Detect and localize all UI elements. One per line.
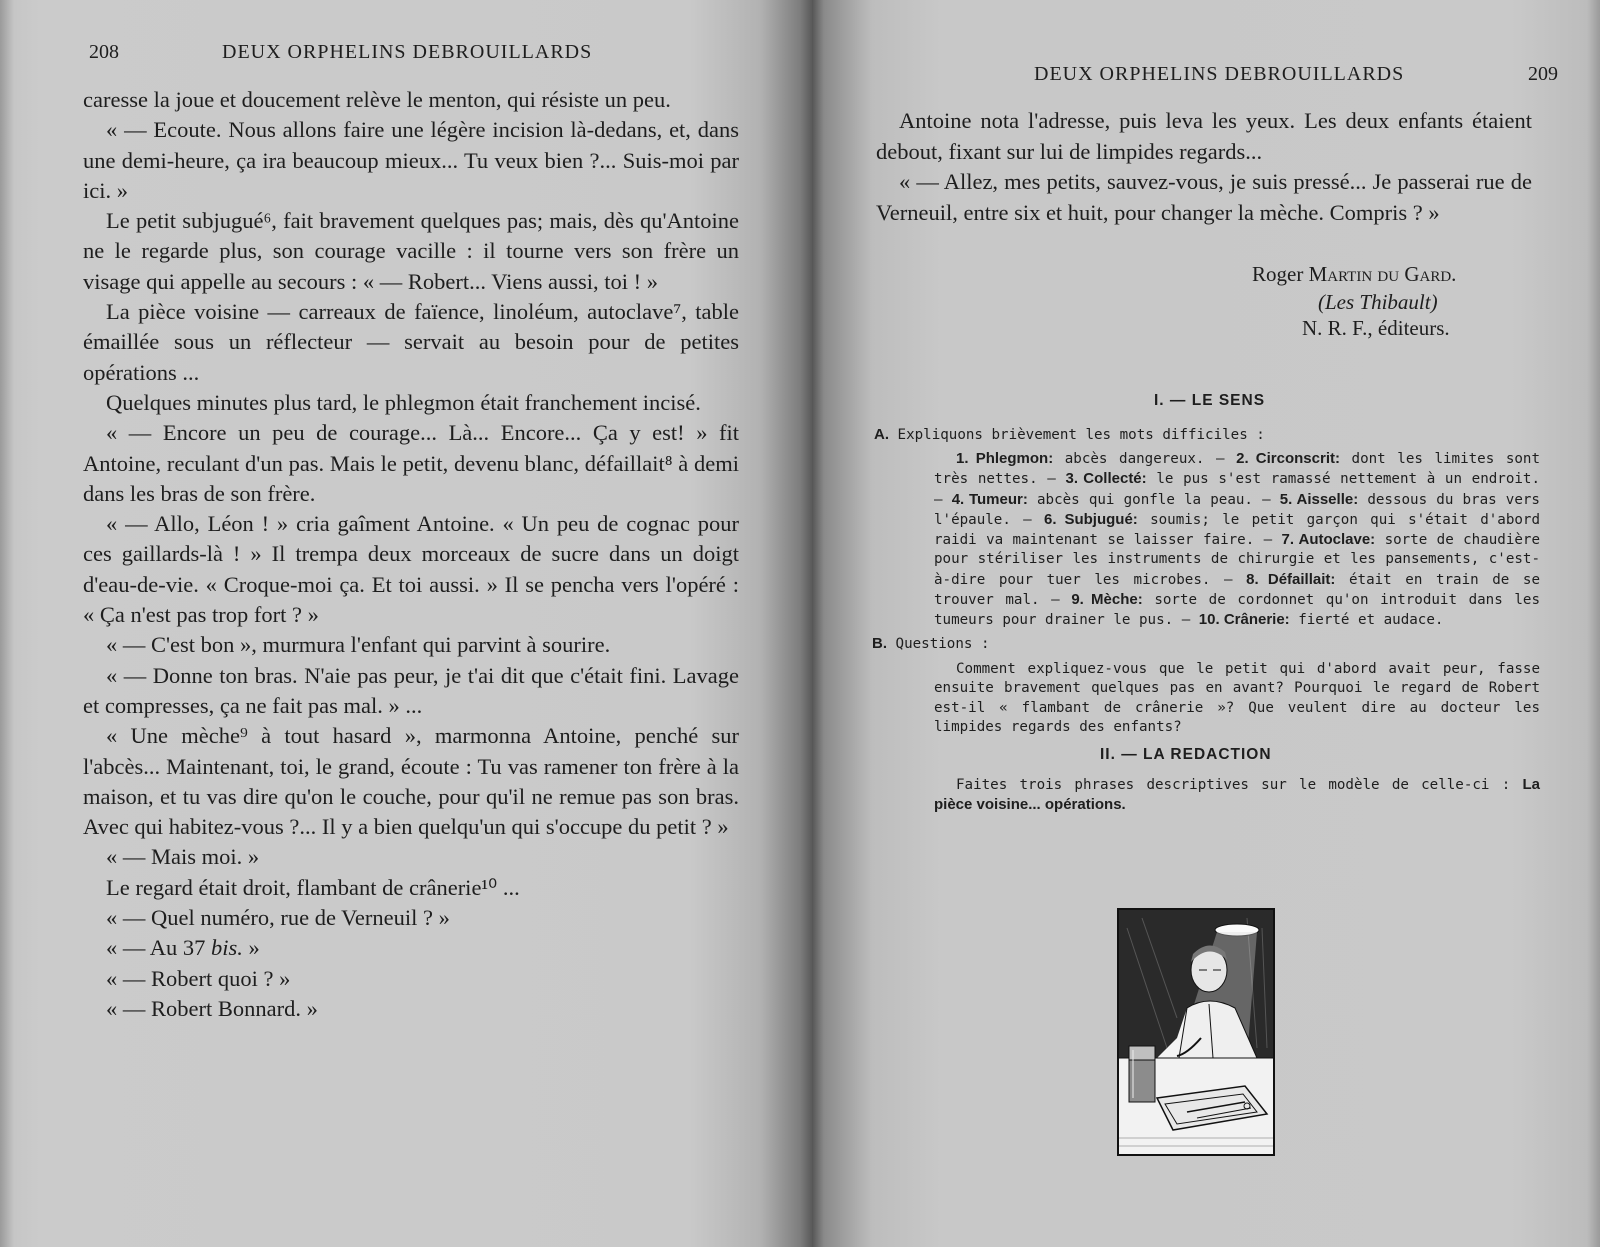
paragraph: « — Ecoute. Nous allons faire une légère incision là-dedans, et, dans une demi-heure, ça ira beaucoup mieux... Tu veux bien ?... Suis-moi par ici. » [83,117,739,203]
paragraph: Antoine nota l'adresse, puis leva les yeux. Les deux enfants étaient debout, fixant sur lui de limpides regards... [876,108,1532,164]
paragraph: « — Quel numéro, rue de Verneuil ? » [106,905,450,931]
paragraph: caresse la joue et doucement relève le menton, qui résiste un peu. [83,87,671,112]
section-heading-sens: I. — LE SENS [1154,392,1266,409]
paragraph: « — Robert Bonnard. » [106,995,318,1021]
paragraph: La pièce voisine — carreaux de faïence, linoléum, autoclave⁷, table émaillée sous un réflecteur — servait au besoin pour de petites opérations ... [83,299,739,385]
paragraph: Quelques minutes plus tard, le phlegmon était franchement incisé. [106,389,701,415]
attribution-publisher: N. R. F., éditeurs. [1302,316,1450,340]
paragraph: « — Robert quoi ? » [106,965,291,991]
paragraph: « — Donne ton bras. N'aie pas peur, je t'ai dit que c'était fini. Lavage et compresses, ça ne fait pas mal. » ... [83,662,739,718]
page-number-right: 209 [1528,63,1558,85]
doctor-illustration [1117,908,1275,1156]
paragraph: « — Allo, Léon ! » cria gaîment Antoine. « Un peu de cognac pour ces gaillards-là ! » Il trempa deux morceaux de sucre dans un doigt d'eau-de-vie. « Croque-moi ça. Et toi aussi. » Il se pencha vers l'opéré : « Ça n'est pas trop fort ? » [83,511,739,628]
paragraph: Le regard était droit, flambant de crânerie¹⁰ ... [106,874,520,900]
paragraph: « — Encore un peu de courage... Là... Encore... Ça y est! » fit Antoine, reculant d'un pas. Mais le petit, devenu blanc, défaillait⁸ à demi dans les bras de son frère. [83,420,739,506]
definitions-block: 1. Phlegmon: abcès dangereux. — 2. Circonscrit: dont les limites sont très nettes. — 3. Collecté: le pus s'est ramassé nettement à un endroit. — 4. Tumeur: abcès qui gonfle la peau. — 5. Aisselle: dessous du bras vers l'épaule. — 6. Subjugué: soumis; le petit garçon qui s'était d'abord raidi va maintenant se laisser faire. — 7. Autoclave: sorte de chaudière pour stériliser les instruments de chirurgie et les pansements, c'est-à-dire pour tuer les microbes. — 8. Défaillait: était en train de se trouver mal. — 9. Mèche: sorte de cordonnet qu'on introduit dans les tumeurs pour drainer le pus. — 10. Crânerie: fierté et audace. [934,450,1541,629]
paragraph: « — Mais moi. » [106,844,260,870]
questions-block: Comment expliquez-vous que le petit qui d'abord avait peur, fasse ensuite bravement quelques pas en avant? Pourquoi le regard de Robert est-il « flambant de crânerie »? Que veulent dire au docteur les limpides regards des enfants? [934,661,1540,735]
left-prose [83,85,739,1024]
section-b-intro: B. Questions : [872,635,990,652]
section-a-intro: A. Expliquons brièvement les mots difficiles : [874,426,1265,443]
paragraph: « — C'est bon », murmura l'enfant qui parvint à sourire. [106,632,611,658]
paragraph: « Une mèche⁹ à tout hasard », marmonna Antoine, penché sur l'abcès... Maintenant, toi, le grand, écoute : Tu vas ramener ton frère à la maison, et tu vas dire qu'on le couche, pour qu'il ne remue pas son bras. Avec qui habitez-vous ?... Il y a bien quelqu'un qui s'occupe du petit ? » [83,723,739,840]
paragraph: « — Au 37 bis. » [106,935,260,961]
running-head-left: DEUX ORPHELINS DEBROUILLARDS [222,41,593,63]
section-heading-redaction: II. — LA REDACTION [1100,746,1272,763]
paragraph: Le petit subjugué⁶, fait bravement quelques pas; mais, dès qu'Antoine ne le regarde plus, son courage vacille : il tourne vers son frère un visage qui appelle au secours : « — Robert... Viens aussi, toi ! » [83,208,739,294]
attribution-author: Roger Martin du Gard. [1252,262,1457,286]
paragraph: « — Allez, mes petits, sauvez-vous, je suis pressé... Je passerai rue de Verneuil, entre six et huit, pour changer la mèche. Compris ? » [876,169,1532,225]
page-number-left: 208 [89,41,119,63]
right-prose [876,106,1532,228]
redaction-text: Faites trois phrases descriptives sur le modèle de celle-ci : La pièce voisine... opérations. [934,776,1540,814]
attribution-work: (Les Thibault) [1318,290,1438,314]
running-head-right: DEUX ORPHELINS DEBROUILLARDS [1034,63,1405,85]
